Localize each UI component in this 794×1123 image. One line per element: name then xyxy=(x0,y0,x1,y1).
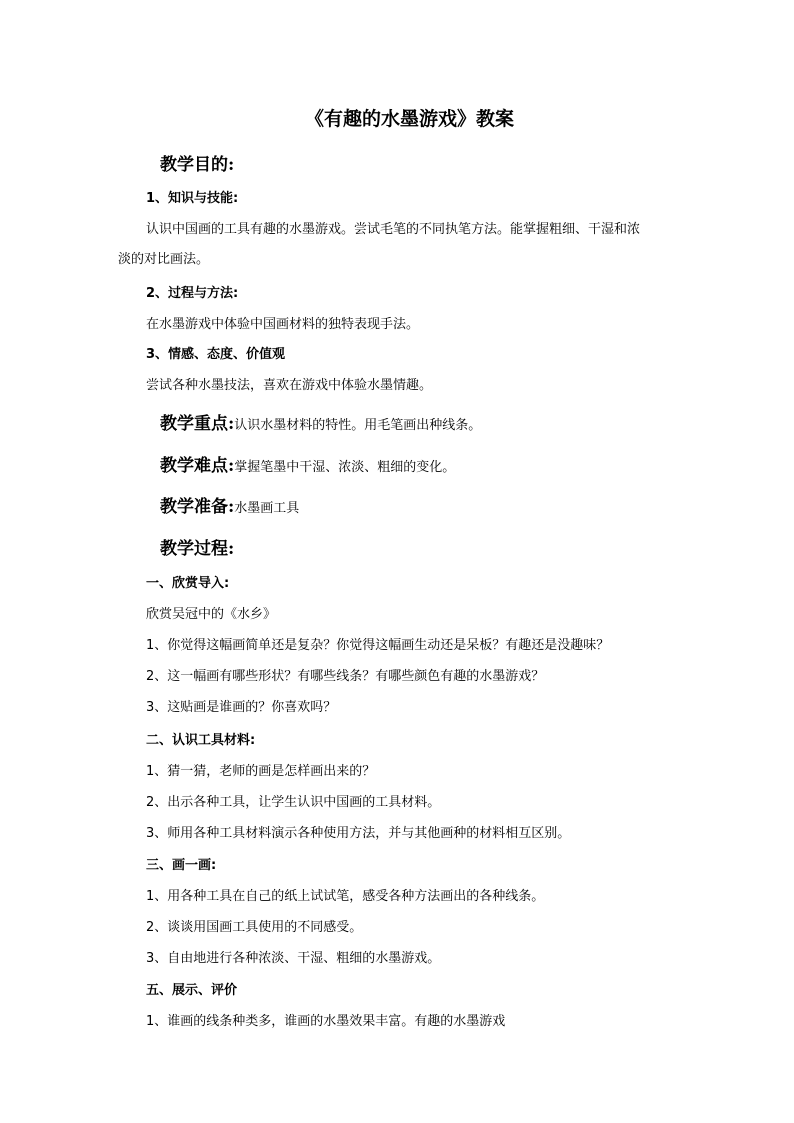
difficulty-text: 掌握笔墨中干湿、浓淡、粗细的变化。 xyxy=(234,460,456,475)
preparation-line xyxy=(160,492,299,517)
difficulty-label: 教学难点: xyxy=(160,456,235,476)
list-item: 1、猜一猜，老师的画是怎样画出来的？ xyxy=(146,764,376,779)
list-item: 2、出示各种工具，让学生认识中国画的工具材料。 xyxy=(146,795,441,810)
list-item: 1、用各种工具在自己的纸上试试笔，感受各种方法画出的各种线条。 xyxy=(146,889,545,904)
key-point-line xyxy=(160,409,481,434)
objectives-heading: 教学目的: xyxy=(160,155,235,175)
process-method-heading: 2、过程与方法: xyxy=(146,286,239,301)
section-appreciation-heading: 一、欣赏导入: xyxy=(146,576,230,591)
emotion-attitude-heading: 3、情感、态度、价值观 xyxy=(146,347,286,362)
knowledge-skills-heading: 1、知识与技能: xyxy=(146,191,239,206)
difficulty-line xyxy=(160,451,455,476)
process-method-text: 在水墨游戏中体验中国画材料的独特表现手法。 xyxy=(146,317,420,332)
knowledge-skills-text-line1: 认识中国画的工具有趣的水墨游戏。尝试毛笔的不同执笔方法。能掌握粗细、干湿和浓 xyxy=(146,222,641,237)
section-tools-heading: 二、认识工具材料: xyxy=(146,733,256,748)
section-display-heading: 五、展示、评价 xyxy=(146,983,238,998)
knowledge-skills-text-line2: 淡的对比画法。 xyxy=(118,252,210,267)
section-draw-heading: 三、画一画: xyxy=(146,858,217,873)
procedure-heading: 教学过程: xyxy=(160,539,235,559)
emotion-attitude-text: 尝试各种水墨技法，喜欢在游戏中体验水墨情趣。 xyxy=(146,378,433,393)
section-appreciation-intro: 欣赏吴冠中的《水乡》 xyxy=(146,607,277,622)
list-item: 3、自由地进行各种浓淡、干湿、粗细的水墨游戏。 xyxy=(146,951,441,966)
list-item: 2、这一幅画有哪些形状？有哪些线条？有哪些颜色有趣的水墨游戏？ xyxy=(146,669,545,684)
list-item: 3、这贴画是谁画的？你喜欢吗？ xyxy=(146,700,337,715)
preparation-label: 教学准备: xyxy=(160,497,235,517)
list-item: 2、谈谈用国画工具使用的不同感受。 xyxy=(146,920,363,935)
list-item: 3、师用各种工具材料演示各种使用方法，并与其他画种的材料相互区别。 xyxy=(146,826,571,841)
key-point-text: 认识水墨材料的特性。用毛笔画出种线条。 xyxy=(234,418,482,433)
document-title: 《有趣的水墨游戏》教案 xyxy=(305,108,515,130)
list-item: 1、你觉得这幅画简单还是复杂？你觉得这幅画生动还是呆板？有趣还是没趣味？ xyxy=(146,638,610,653)
key-point-label: 教学重点: xyxy=(160,414,235,434)
list-item: 1、谁画的线条种类多，谁画的水墨效果丰富。有趣的水墨游戏 xyxy=(146,1014,506,1029)
preparation-text: 水墨画工具 xyxy=(234,501,300,516)
